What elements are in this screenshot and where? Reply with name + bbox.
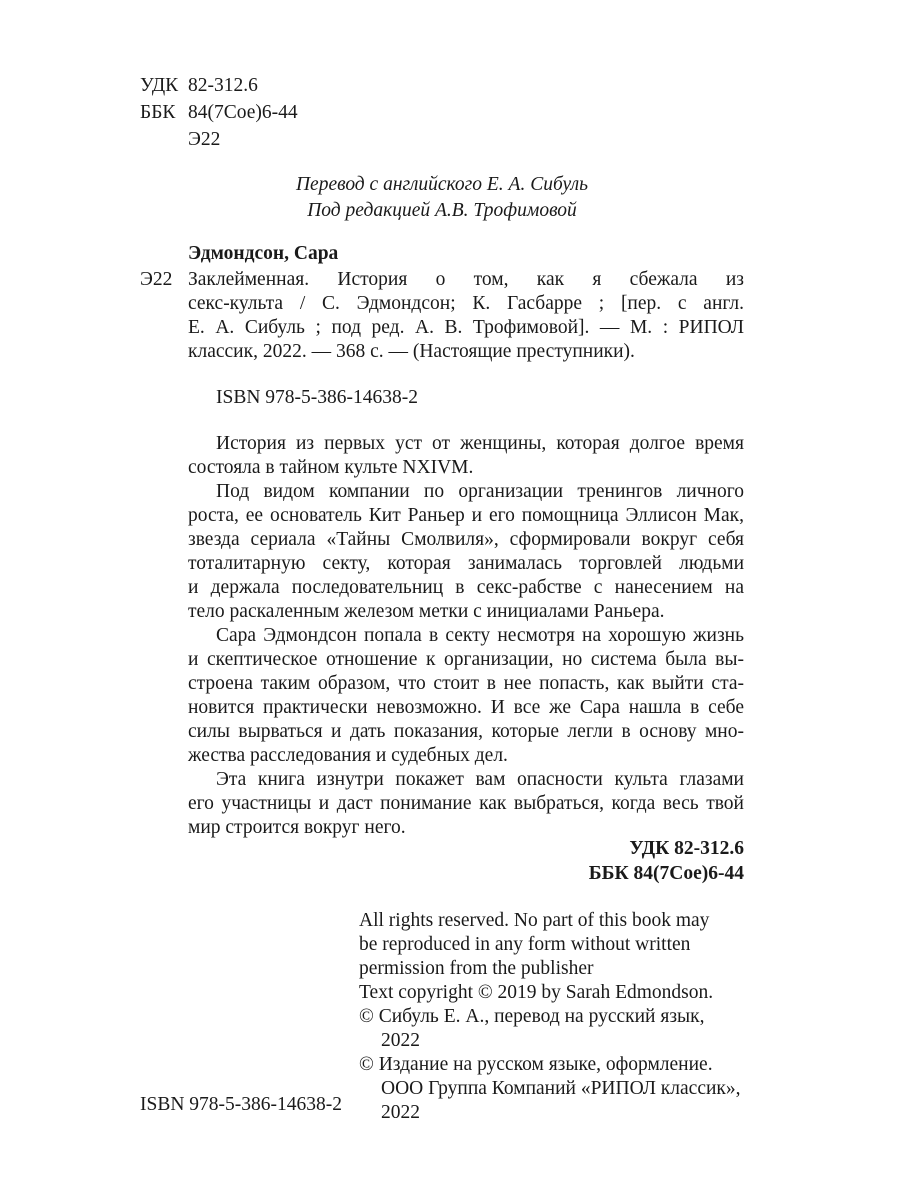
annotation-line: История из первых уст от женщины, которая долгое время (216, 433, 744, 454)
annotation-line: силы вырваться и дать показания, которые легли в основу мно- (188, 721, 744, 742)
rights-line: Text copyright © 2019 by Sarah Edmondson. (359, 982, 714, 1003)
rights-line: permission from the publisher (359, 958, 594, 979)
isbn-bottom: ISBN 978-5-386-14638-2 (140, 1094, 343, 1115)
biblio-line: секс-культа / С. Эдмондсон; К. Гасбарре ; [пер. с англ. (188, 293, 744, 314)
rights-line: 2022 (381, 1102, 420, 1123)
editor-line: Под редакцией А.В. Трофимовой (307, 200, 577, 221)
annotation-line: звезда сериала «Тайны Смолвиля», сформировали вокруг себя (188, 529, 744, 550)
udk-label: УДК (140, 75, 179, 96)
annotation-line: Под видом компании по организации тренингов личного (216, 481, 744, 502)
rights-block (359, 909, 759, 1125)
biblio-line: классик, 2022. — 368 с. — (Настоящие преступники). (188, 341, 635, 362)
annotation-line: мир строится вокруг него. (188, 817, 406, 838)
annotation-line: жества расследования и судебных дел. (188, 745, 508, 766)
annotation-line: Сара Эдмондсон попала в секту несмотря на хорошую жизнь (216, 625, 744, 646)
udk-bottom: УДК 82-312.6 (629, 838, 744, 859)
annotation-line: Эта книга изнутри покажет вам опасности культа глазами (216, 769, 744, 790)
annotation-line: строена таким образом, что стоит в нее попасть, как выйти ста- (188, 673, 744, 694)
annotation-line: роста, ее основатель Кит Раньер и его помощница Эллисон Мак, (188, 505, 744, 526)
rights-line: ООО Группа Компаний «РИПОЛ классик», (381, 1078, 741, 1099)
record-author: Эдмондсон, Сара (188, 243, 339, 264)
translator-line: Перевод с английского Е. А. Сибуль (295, 174, 589, 195)
rights-line: be reproduced in any form without written (359, 934, 691, 955)
annotation-line: и держала последовательниц в секс-рабстве с нанесением на (188, 577, 744, 598)
annotation-line: новится практически невозможно. И все же Сара нашла в себе (188, 697, 744, 718)
bbk-value: 84(7Сое)6-44 (188, 102, 298, 123)
annotation-line: тело раскаленным железом метки с инициалами Раньера. (188, 601, 665, 622)
annotation-line: тоталитарную секту, которая занималась торговлей людьми (188, 553, 744, 574)
rights-line: All rights reserved. No part of this book may (359, 910, 710, 931)
rights-line: © Сибуль Е. А., перевод на русский язык, (359, 1006, 705, 1027)
biblio-line: Заклейменная. История о том, как я сбежала из (188, 269, 744, 290)
bibliographic-description (188, 268, 744, 364)
record-isbn: ISBN 978-5-386-14638-2 (216, 387, 419, 408)
annotation (188, 432, 744, 840)
bbk-label: ББК (140, 102, 176, 123)
rights-line: 2022 (381, 1030, 420, 1051)
annotation-line: состояла в тайном культе NXIVM. (188, 457, 474, 478)
rights-line: © Издание на русском языке, оформление. (359, 1054, 713, 1075)
bbk-bottom: ББК 84(7Сое)6-44 (588, 863, 744, 884)
record-catalog-mark: Э22 (140, 269, 173, 290)
annotation-line: его участницы и даст понимание как выбраться, когда весь твой (188, 793, 744, 814)
author-mark: Э22 (188, 129, 221, 150)
biblio-line: Е. А. Сибуль ; под ред. А. В. Трофимовой]. — М. : РИПОЛ (188, 317, 744, 338)
udk-value: 82-312.6 (188, 75, 258, 96)
annotation-line: и скептическое отношение к организации, но система была вы- (188, 649, 744, 670)
